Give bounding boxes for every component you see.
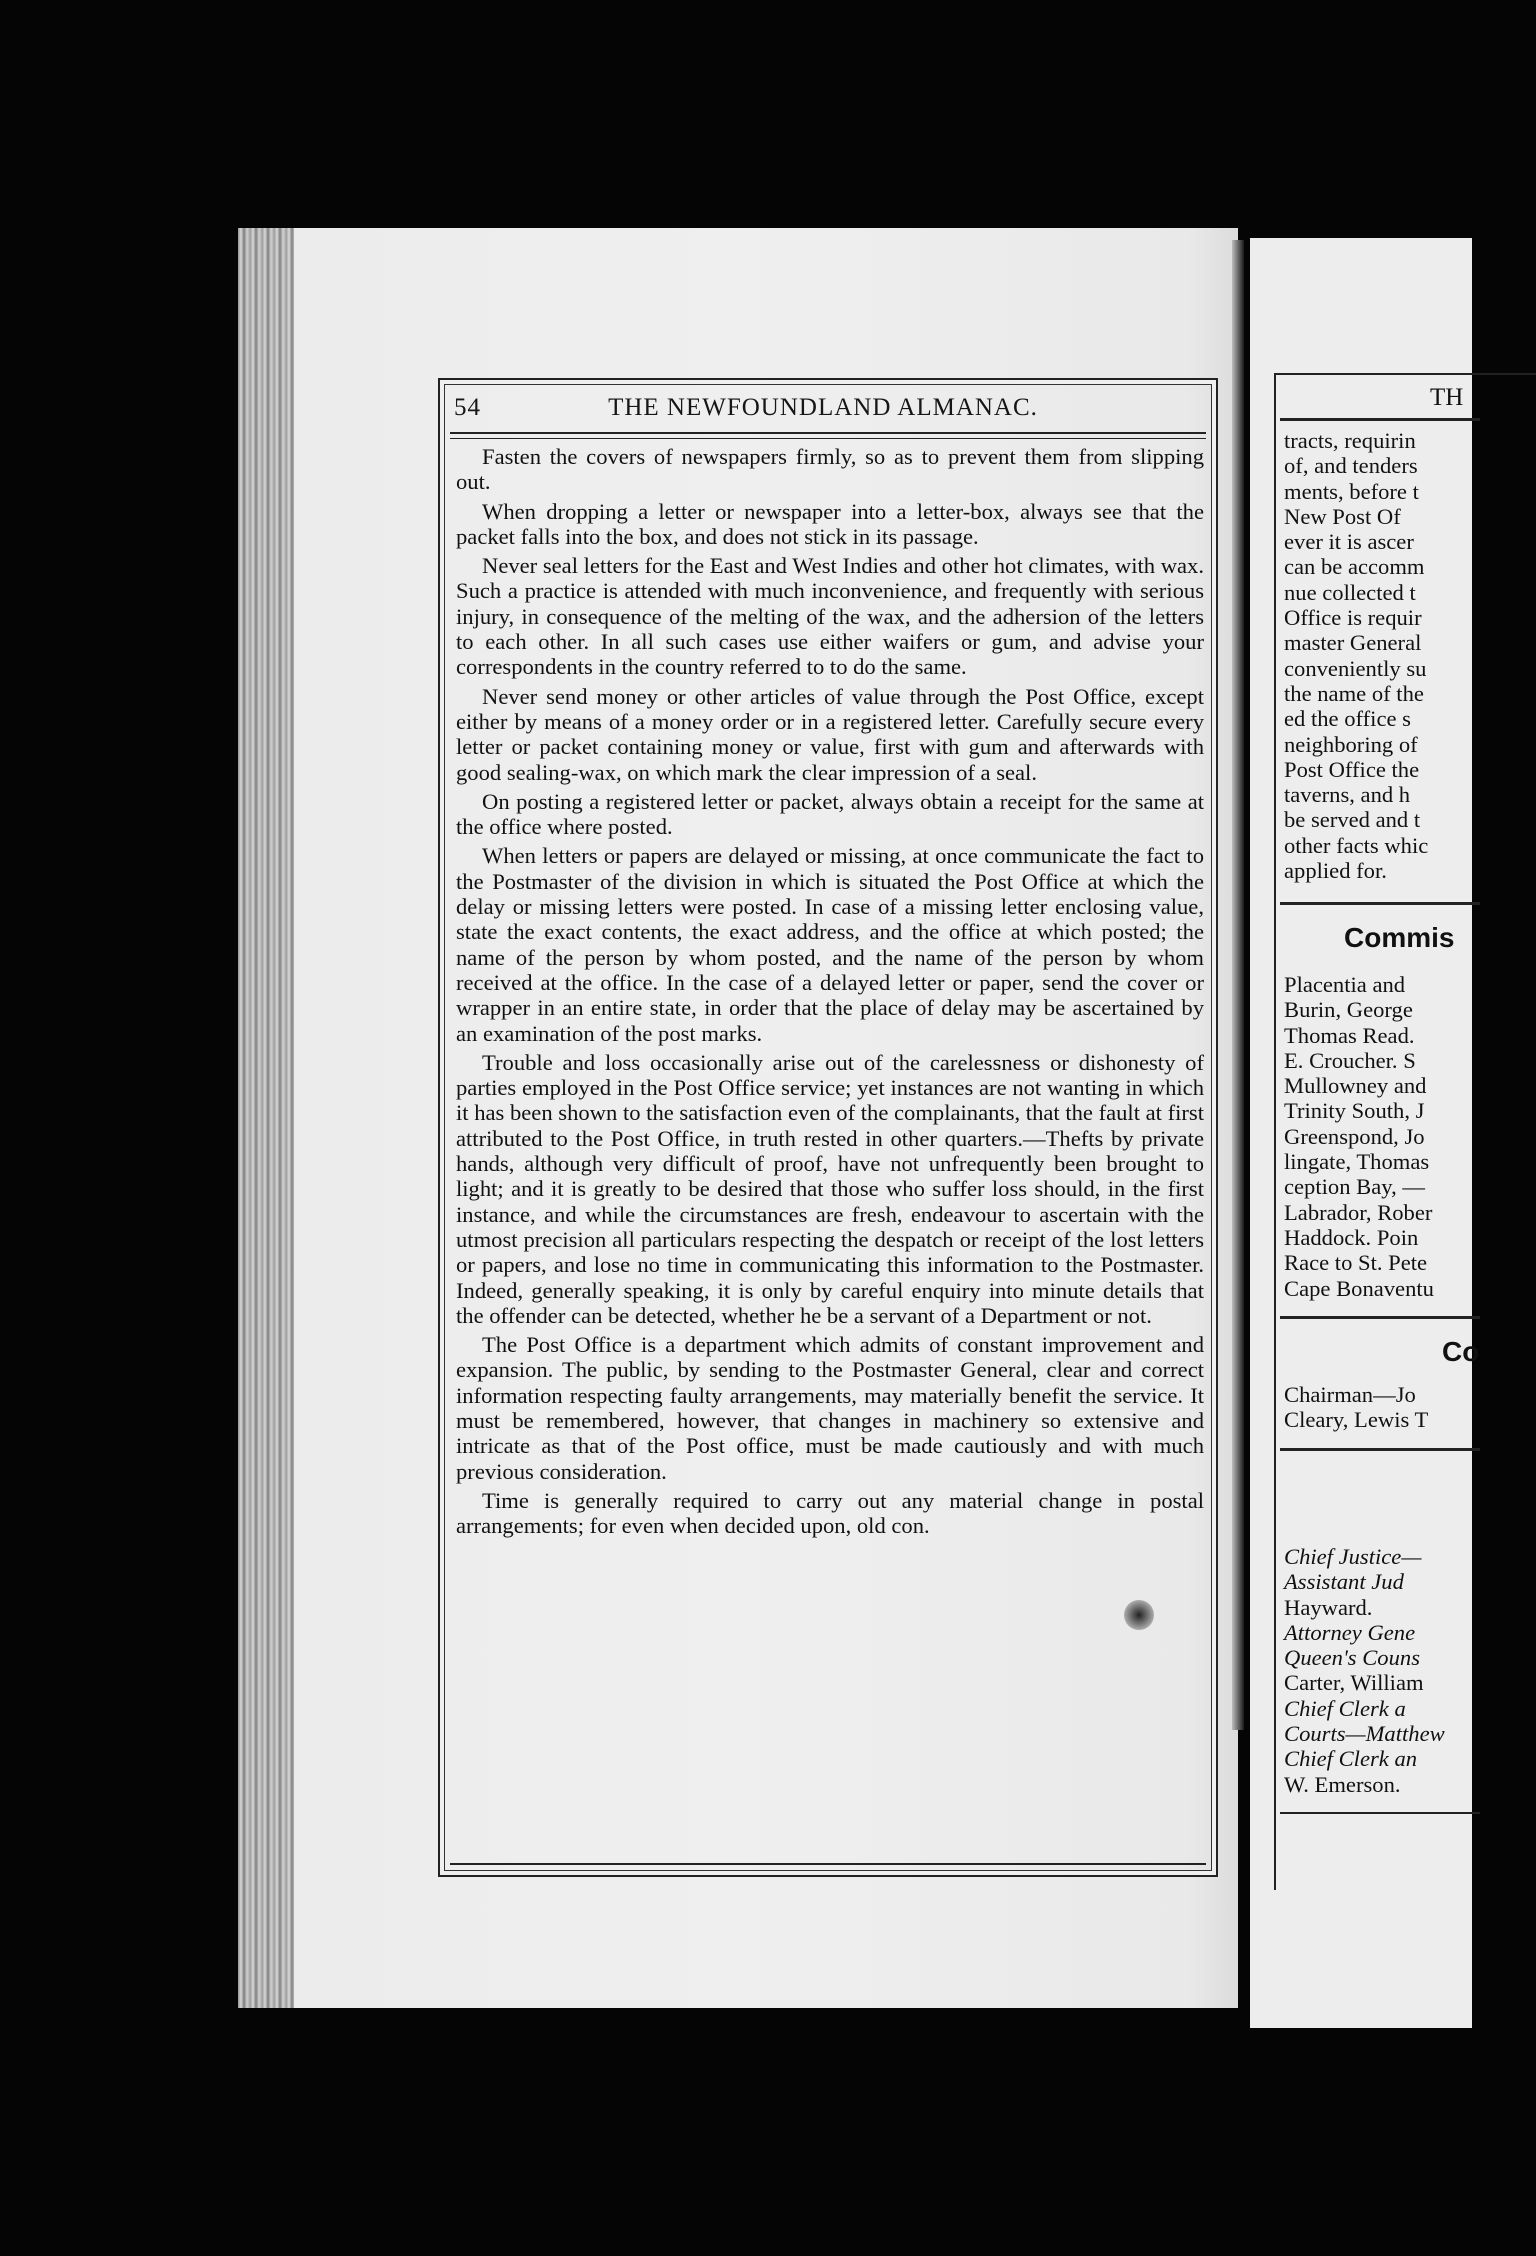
text-line: ed the office s xyxy=(1284,706,1411,732)
right-page xyxy=(1250,238,1480,2028)
text-line: Mullowney and xyxy=(1284,1073,1427,1099)
page-number: 54 xyxy=(454,394,481,421)
text-line: Placentia and xyxy=(1284,972,1406,997)
text-line: Courts—Matthew xyxy=(1284,1721,1445,1747)
text-line: Thomas Read. xyxy=(1284,1022,1415,1048)
text-line: tracts, requirin xyxy=(1284,428,1416,453)
text-line: Carter, William xyxy=(1284,1670,1424,1696)
text-line: ments, before t xyxy=(1284,478,1419,504)
text-line: Trinity South, J xyxy=(1284,1098,1425,1124)
text-line: New Post Of xyxy=(1284,503,1401,529)
text-line: lingate, Thomas xyxy=(1284,1149,1430,1175)
header-rule-thin xyxy=(450,438,1206,439)
text-line: Haddock. Poin xyxy=(1284,1224,1419,1250)
paragraph: The Post Office is a department which admits of constant improvement and expansion. The public, by sending to the Postmaster General, clear and correct information respecting faulty arrangements, may materially benefit the service. It must be remembered, however, that changes in machinery so extensive and intricate as that of the Post office, must be made cautiously and with much previous consideration. xyxy=(456,1332,1204,1484)
right-block-3 xyxy=(1284,1382,1484,1433)
text-line: ever it is ascer xyxy=(1284,529,1414,555)
text-line: Post Office the xyxy=(1284,756,1420,782)
text-line: nue collected t xyxy=(1284,579,1416,605)
page-header xyxy=(454,390,1202,426)
paragraph: Never send money or other articles of value through the Post Office, except either by means of a money order or in a registered letter. Carefully secure every letter or packet containing money or value, first with gum and afterwards with good sealing-wax, on which mark the clear impression of a seal. xyxy=(456,683,1204,785)
text-line: Burin, George xyxy=(1284,997,1413,1023)
text-line: Chief Justice— xyxy=(1284,1544,1422,1569)
text-line: Assistant Jud xyxy=(1284,1569,1404,1595)
text-line: ception Bay, — xyxy=(1284,1174,1425,1200)
gutter-shadow xyxy=(1232,240,1244,1730)
running-title: THE NEWFOUNDLAND ALMANAC. xyxy=(608,394,1038,421)
section-rule xyxy=(1280,1316,1480,1319)
paragraph: Never seal letters for the East and West Indies and other hot climates, with wax. Such a practice is attended with much inconvenience, and frequently with serious injury, in consequence of the melting of the wax, and the adhersion of the letters to each other. In all such cases use either waifers or gum, and advise your correspondents in the country referred to to do the same. xyxy=(456,553,1204,680)
text-line: can be accomm xyxy=(1284,554,1425,580)
paragraph: On posting a registered letter or packet, always obtain a receipt for the same at the office where posted. xyxy=(456,788,1204,840)
text-line: Hayward. xyxy=(1284,1594,1373,1620)
section-heading: Commis xyxy=(1344,922,1455,953)
paragraph: Trouble and loss occasionally arise out of the carelessness or dishonesty of parties employed in the Post Office service; yet instances are not wanting in which it has been shown to the satisfaction even of the complainants, that the fault at first attributed to the Post Office, in truth rested in other quarters.—Thefts by private hands, although very difficult of proof, have not unfrequently been brought to light; and it is greatly to be desired that those who suffer loss should, in the first instance, and while the circumstances are fresh, endeavour to ascertain with the utmost precision all particulars respecting the despatch or receipt of the lost letters or papers, and lose no time in communicating this information to the Postmaster. Indeed, generally speaking, it is only by careful enquiry into minute details that the offender can be detected, whether he be a servant of a Department or not. xyxy=(456,1049,1204,1328)
text-line: other facts whic xyxy=(1284,832,1429,858)
text-line: E. Croucher. S xyxy=(1284,1047,1416,1073)
section-rule xyxy=(1280,1812,1480,1814)
text-line: Queen's Couns xyxy=(1284,1645,1420,1671)
text-line: Cape Bonaventu xyxy=(1284,1275,1434,1301)
text-line: of, and tenders xyxy=(1284,453,1418,479)
book-binding xyxy=(238,228,294,2008)
text-line: Chairman—Jo xyxy=(1284,1382,1416,1407)
left-page xyxy=(238,228,1238,2008)
text-line: Chief Clerk a xyxy=(1284,1695,1406,1721)
right-running-title: TH xyxy=(1430,384,1464,411)
paragraph: Time is generally required to carry out any material change in postal arrangements; for even when decided upon, old con. xyxy=(456,1487,1204,1539)
text-line: Race to St. Pete xyxy=(1284,1250,1428,1276)
section-heading: Co xyxy=(1442,1336,1480,1367)
text-line: Office is requir xyxy=(1284,605,1422,631)
ink-smudge xyxy=(1124,1600,1154,1630)
text-line: neighboring of xyxy=(1284,731,1418,757)
right-header-rule xyxy=(1280,418,1480,421)
text-line: Labrador, Rober xyxy=(1284,1199,1433,1225)
right-block-2 xyxy=(1284,972,1484,1301)
text-line: applied for. xyxy=(1284,858,1387,884)
footer-rule xyxy=(450,1863,1206,1865)
text-line: master General xyxy=(1284,630,1422,656)
text-line: Chief Clerk an xyxy=(1284,1746,1418,1772)
article-body xyxy=(456,444,1204,1853)
text-line: conveniently su xyxy=(1284,655,1427,681)
right-block-4 xyxy=(1284,1544,1484,1797)
text-line: Greenspond, Jo xyxy=(1284,1123,1425,1149)
header-rule xyxy=(450,432,1206,434)
text-line: be served and t xyxy=(1284,807,1421,833)
paragraph: When dropping a letter or newspaper into a letter-box, always see that the packet falls into the box, and does not stick in its passage. xyxy=(456,498,1204,549)
right-block-1 xyxy=(1284,428,1484,883)
paragraph: When letters or papers are delayed or missing, at once communicate the fact to the Postmaster of the division in which is situated the Post Office at which the delay or missing letters were posted. In case of a missing letter enclosing value, state the exact contents, the exact address, and the office at which posted; the name of the person by whom posted, and the name of the person by whom received at the office. In the case of a delayed letter or paper, send the cover or wrapper in an entire state, in order that the place of delay may be ascertained by an examination of the post marks. xyxy=(456,843,1204,1046)
text-line: W. Emerson. xyxy=(1284,1771,1401,1797)
text-line: taverns, and h xyxy=(1284,782,1411,808)
text-line: Cleary, Lewis T xyxy=(1284,1407,1429,1433)
text-line: the name of the xyxy=(1284,680,1424,706)
paragraph: Fasten the covers of newspapers firmly, so as to prevent them from slipping out. xyxy=(456,444,1204,495)
section-rule xyxy=(1280,1448,1480,1451)
text-frame xyxy=(438,378,1218,1877)
section-rule xyxy=(1280,902,1480,905)
text-line: Attorney Gene xyxy=(1284,1619,1416,1645)
